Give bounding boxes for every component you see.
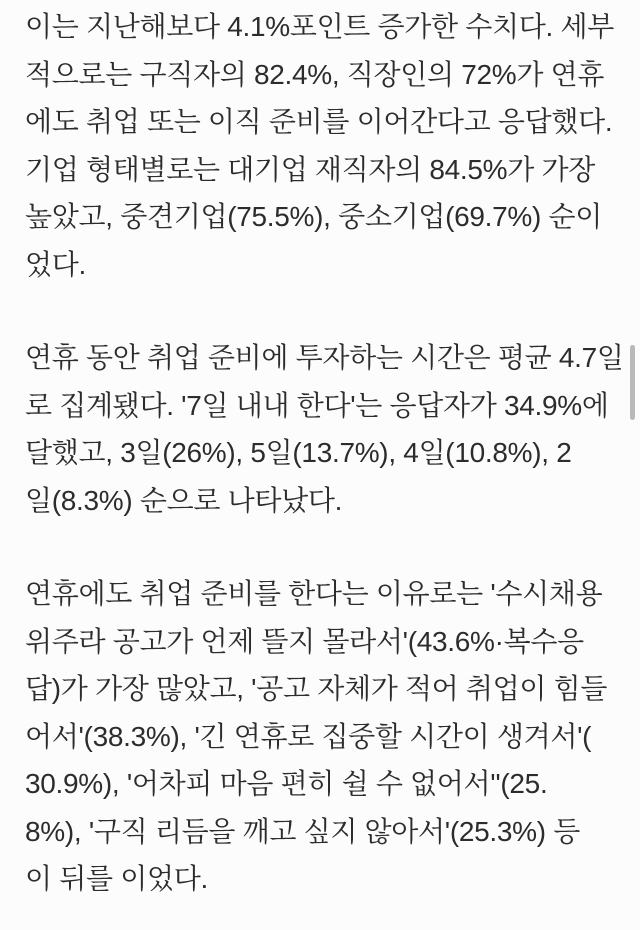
text-line: 기업 형태별로는 대기업 재직자의 84.5%가 가장 (25, 153, 596, 185)
text-line: 위주라 공고가 언제 뜰지 몰라서'(43.6%·복수응 (25, 625, 584, 657)
text-line: 에도 취업 또는 이직 준비를 이어간다고 응답했다. (25, 106, 613, 137)
scrollbar-thumb[interactable] (630, 345, 635, 420)
text-line: 연휴 동안 취업 준비에 투자하는 시간은 평균 4.7일 (25, 342, 624, 373)
text-line: 었다. (25, 248, 86, 280)
text-line: 8%), '구직 리듬을 깨고 싶지 않아서'(25.3%) 등 (25, 815, 581, 847)
text-line: 높았고, 중견기업(75.5%), 중소기업(69.7%) 순이 (25, 201, 603, 232)
text-line: 일(8.3%) 순으로 나타났다. (25, 484, 343, 516)
text-line: 30.9%), '어차피 마음 편히 쉴 수 없어서''(25. (25, 768, 548, 799)
text-line: 어서'(38.3%), '긴 연휴로 집중할 시간이 생겨서'( (25, 720, 592, 752)
text-line: 연휴에도 취업 준비를 한다는 이유로는 '수시채용 (25, 578, 603, 609)
text-line: 로 집계됐다. '7일 내내 한다'는 응답자가 34.9%에 (25, 389, 609, 421)
paragraph (25, 3, 625, 288)
text-line: 적으로는 구직자의 82.4%, 직장인의 72%가 연휴 (25, 58, 605, 90)
paragraph (25, 334, 625, 524)
text-line: 이 뒤를 이었다. (25, 863, 208, 894)
paragraph (25, 570, 625, 903)
article-body (25, 3, 625, 903)
text-line: 답)가 가장 많았고, '공고 자체가 적어 취업이 힘들 (25, 673, 608, 704)
text-line: 달했고, 3일(26%), 5일(13.7%), 4일(10.8%), 2 (25, 437, 572, 468)
text-line: 이는 지난해보다 4.1%포인트 증가한 수치다. 세부 (25, 11, 614, 42)
